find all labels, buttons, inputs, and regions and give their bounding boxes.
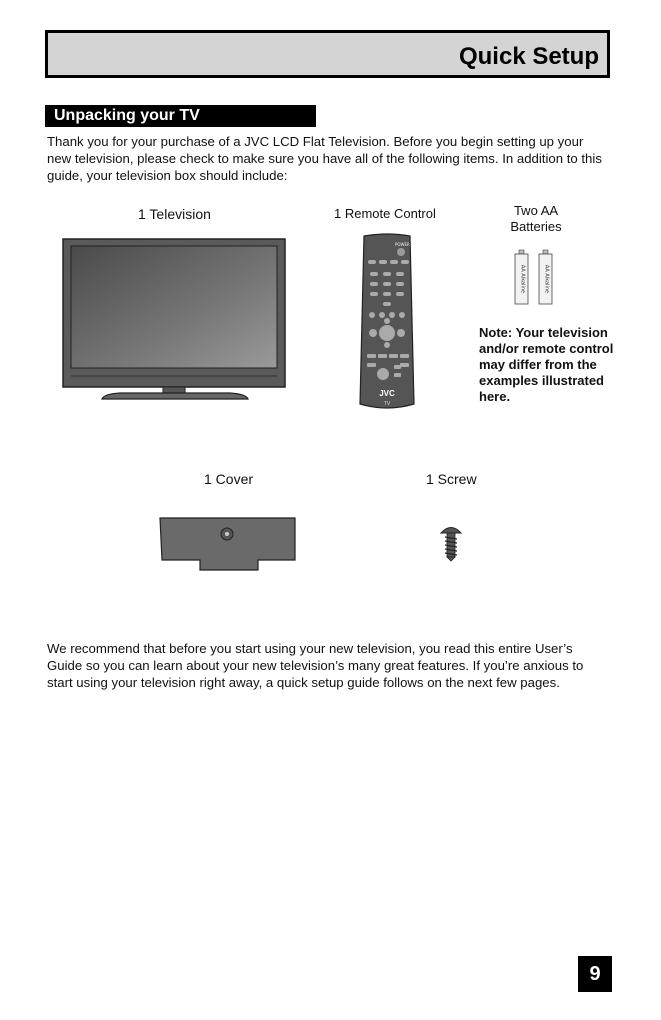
batteries-label-line2: Batteries bbox=[510, 219, 562, 234]
television-label: 1 Television bbox=[138, 206, 211, 222]
screw-illustration bbox=[440, 524, 462, 562]
remote-control-illustration bbox=[358, 232, 416, 412]
battery-left-text: AA Alkaline bbox=[519, 264, 526, 294]
remote-mode-text: TV bbox=[383, 401, 391, 407]
batteries-illustration bbox=[514, 250, 554, 306]
remote-power-text: POWER bbox=[395, 242, 410, 247]
page-number: 9 bbox=[578, 956, 612, 992]
page-header bbox=[45, 30, 610, 78]
remote-brand-text: JVC bbox=[379, 389, 395, 398]
note-text: Note: Your television and/or remote control may differ from the examples illustrated here. bbox=[479, 325, 614, 404]
section-title: Unpacking your TV bbox=[54, 107, 200, 124]
outro-paragraph: We recommend that before you start using your new television, you read this entire User’s Guide so you can learn about your new television’s many great features. If you’re anxious to start using your television right away, a quick setup guide follows on the next few pages. bbox=[47, 641, 584, 690]
battery-right-text: AA Alkaline bbox=[543, 264, 550, 294]
television-illustration bbox=[60, 236, 290, 404]
battery-right bbox=[539, 250, 552, 304]
screw-label: 1 Screw bbox=[426, 471, 477, 487]
cover-label: 1 Cover bbox=[204, 471, 254, 487]
page-title: Quick Setup bbox=[458, 43, 599, 70]
cover-illustration bbox=[158, 516, 298, 574]
batteries-label bbox=[506, 203, 566, 235]
batteries-label-line1: Two AA bbox=[513, 203, 559, 218]
battery-left bbox=[515, 250, 528, 304]
remote-label: 1 Remote Control bbox=[334, 206, 436, 221]
section-heading-bar bbox=[45, 105, 316, 127]
intro-paragraph: Thank you for your purchase of a JVC LCD Flat Television. Before you begin setting up your new television, please check to make sure you have all of the following items. In addition to this guide, your television box should include: bbox=[47, 134, 602, 183]
